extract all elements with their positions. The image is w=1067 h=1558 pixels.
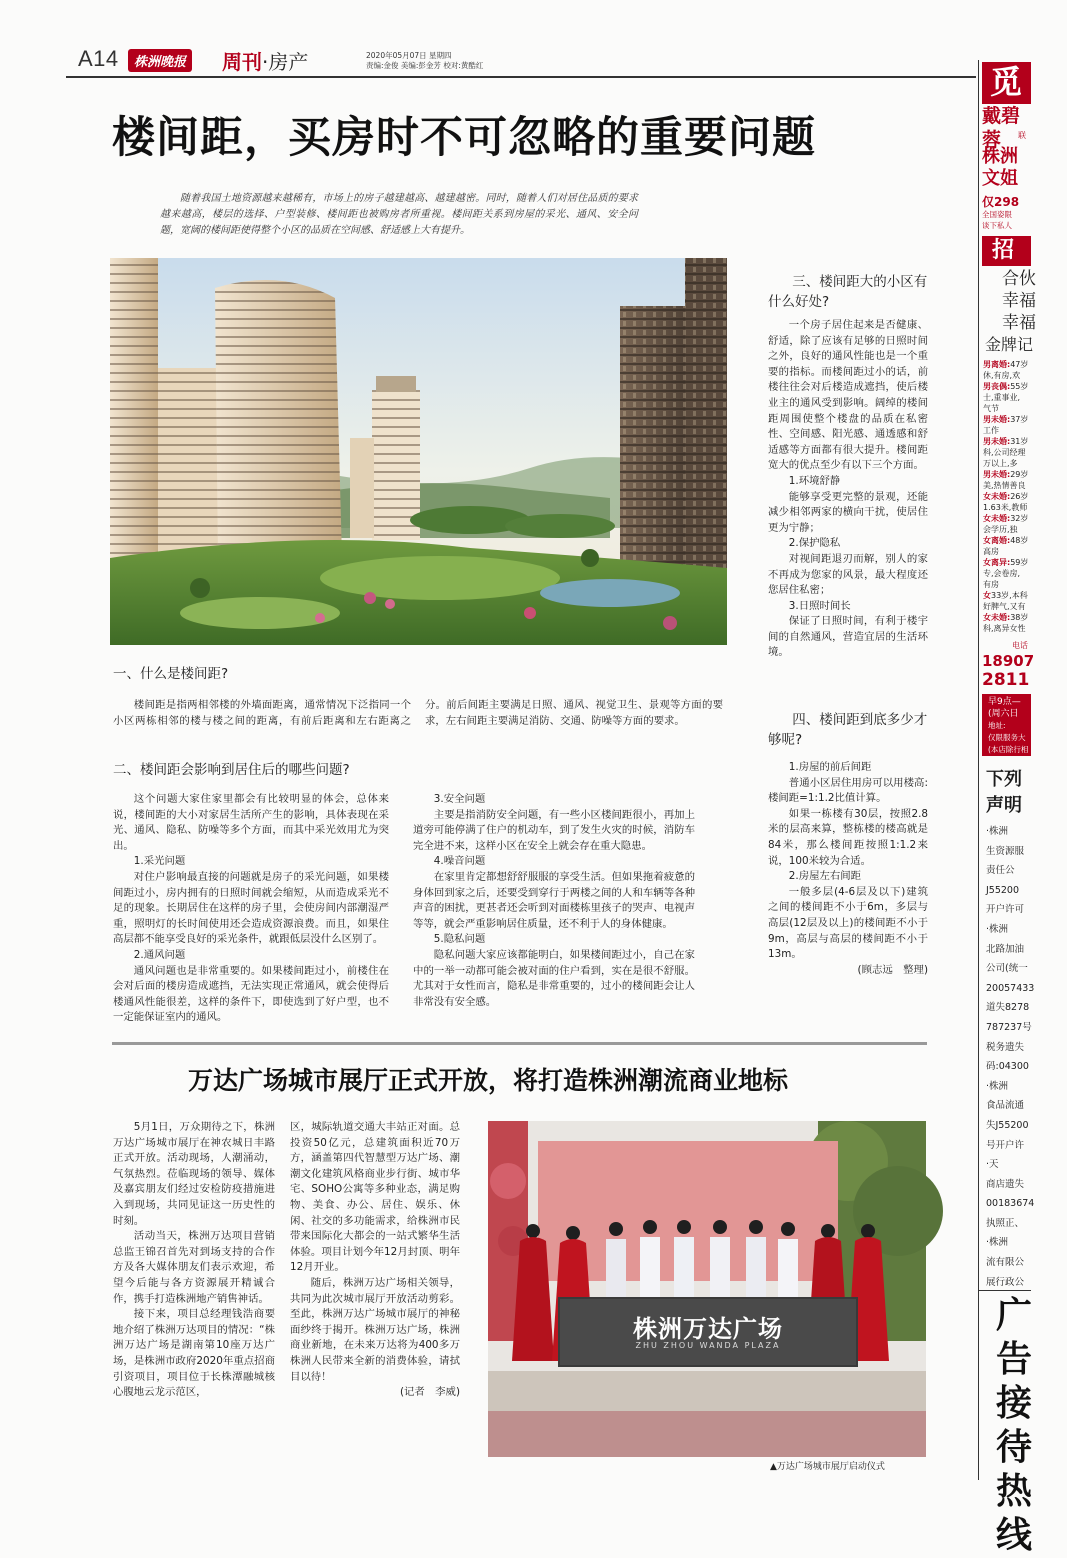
notice-line: J55200 [986, 884, 1020, 896]
article-2-byline: (记者 李威) [399, 1386, 460, 1399]
entry-value: 专,会卷房, [983, 569, 1021, 578]
matchmaking-entry [983, 447, 1032, 458]
matchmaking-entry [983, 612, 1032, 623]
matchmaking-entry [983, 370, 1032, 381]
page-code: A14 [78, 46, 119, 71]
entry-value: 59岁 [1010, 558, 1029, 567]
notice-line: ·株洲 [986, 1237, 1009, 1249]
entry-value: 美,热情善良 [983, 481, 1026, 490]
entry-value: 1.63米,教师 [983, 503, 1028, 512]
benefit-1-text: 能够享受更完整的景观，还能减少相邻两家的横向干扰，使居住更为宁静； [768, 490, 928, 534]
hours-line: (周六日 [988, 709, 1019, 719]
notice-line: 码:04300 [986, 1061, 1029, 1073]
recruit-title: 招 [992, 238, 1015, 263]
notice-title-line: 下列 [986, 769, 1022, 790]
matchmaking-entry [983, 579, 1032, 590]
spacing-1-text: 普通小区居住用房可以用楼高:楼间距=1:1.2比值计算。 [768, 776, 928, 805]
matchmaking-entry [983, 513, 1032, 524]
matchmaking-entry [983, 601, 1032, 612]
section-sub: ·房产 [262, 50, 309, 74]
matchmaking-header [982, 62, 1031, 104]
entry-key: 女未婚: [983, 514, 1011, 523]
notice-list [986, 822, 1035, 1292]
notice-line: ·株洲 [986, 826, 1009, 837]
hours-line: 早9点— [988, 697, 1021, 707]
address-line: (本店除行相 [988, 745, 1029, 754]
entry-value: 33岁,本科 [991, 591, 1028, 600]
entry-value: 37岁 [1010, 415, 1029, 424]
entry-key: 男未婚: [983, 470, 1011, 479]
address-label: 地址: [988, 721, 1006, 730]
editor-credits: 责编:金俊 美编:彭金芳 校对:黄酷红 [366, 61, 484, 70]
notice-line: 食品流通 [986, 1100, 1025, 1112]
article-2-para-1: 5月1日，万众期待之下，株洲万达广场城市展厅在神农城日丰路正式开放。活动现场，人潮涌动，气氛热烈。莅临现场的领导、媒体及嘉宾朋友们经过安检防疫措施进入到现场，共同见证这一历史性的时刻。 [113, 1121, 275, 1227]
entry-value: 38岁 [1010, 613, 1029, 622]
section-3-body [768, 318, 928, 661]
ad-char: 线 [996, 1515, 1033, 1556]
article-lead: 随着我国土地资源越来越稀有，市场上的房子越建越高、越建越密。同时，随着人们对居住品质的要求越来越高，楼层的选择、户型装修、楼间距也被购房者所重视。楼间距关系到房屋的采光、通风、安全问题，宽阔的楼间距使得整个小区的品质在空间感、舒适感上大有提升。 [160, 193, 638, 236]
matchmaking-entry [983, 381, 1032, 392]
section-2-intro: 这个问题大家住家里都会有比较明显的体会，总体来说，楼间距的大小对家居生活所产生的影响，具体表现在采光、通风、隐私、防噪等多个方面，而其中采光效用尤为突出。 [113, 793, 389, 852]
photo-sign-english: ZHU ZHOU WANDA PLAZA [635, 1341, 781, 1350]
section-4-heading: 四、楼间距到底多少才够呢? [768, 712, 928, 748]
article-2-headline: 万达广场城市展厅正式开放，将打造株洲潮流商业地标 [188, 1066, 789, 1095]
entry-key: 女离婚: [983, 536, 1011, 545]
problem-2-heading: 2.通风问题 [133, 948, 186, 961]
matchmaking-entry [983, 436, 1032, 447]
matchmaking-entry [983, 502, 1032, 513]
service-line-1: 株洲 [982, 146, 1018, 167]
matchmaking-entry [983, 590, 1032, 601]
spacing-2-heading: 2.房屋左右间距 [788, 870, 862, 883]
matchmaking-entry [983, 546, 1032, 557]
entry-value: 科,公司经理 [983, 448, 1026, 457]
benefit-3-heading: 3.日照时间长 [788, 599, 851, 612]
entry-value: 31岁 [1010, 437, 1029, 446]
matchmaking-entry [983, 480, 1032, 491]
section-title [222, 46, 308, 75]
section-2-heading: 二、楼间距会影响到居住后的哪些问题? [113, 762, 350, 778]
phone-number-2: 2811 [982, 670, 1030, 690]
service-note-1: 全国姿限 [982, 210, 1012, 219]
entry-key: 女 [983, 591, 991, 600]
matchmaking-entry [983, 359, 1032, 370]
article-2-para-2: 活动当天，株洲万达项目营销总监王锦召首先对到场支持的合作方及各大媒体朋友们表示欢迎，希望今后能与各方资源展开精诚合作，携手打造株洲地产销售神话。 [113, 1230, 275, 1305]
matchmaker-small: 联 [1018, 131, 1026, 140]
entry-value: 万以上,多 [983, 459, 1018, 468]
ad-char: 告 [996, 1339, 1033, 1380]
entry-value: 会学历,独 [983, 525, 1018, 534]
ad-hotline-vertical [996, 1294, 1045, 1558]
entry-key: 男离婚: [983, 360, 1011, 369]
service-line-2: 文姐 [982, 168, 1018, 189]
problem-4-text: 在家里肯定都想舒舒服服的享受生活。但如果拖着疲惫的身体回到家之后，还要受到穿行于两楼之间的人和车辆等各种声音的困扰，更甚者还会听到对面楼栋里孩子的哭声、电视声等等，就会严重影响居住质量，还不利于人的身体健康。 [413, 870, 695, 930]
recruit-line: 合伙 [1002, 269, 1036, 289]
problem-4-heading: 4.噪音问题 [433, 855, 486, 868]
phone-label: 电话 [1012, 641, 1028, 650]
entry-value: 士,重事业, [983, 393, 1021, 402]
issue-meta [366, 51, 483, 71]
matchmaking-entry [983, 414, 1032, 425]
article-2-para-4: 区，城际轨道交通大丰站正对面。总投资50亿元，总建筑面积近70万方，涵盖第四代智慧型万达广场、潮潮文化建筑风格商业步行街、城市华宅、SOHO公寓等多种业态，满足购物、美食、办公、居住、娱乐、休闲、社交的多功能需求，给株洲市民带来国际化大都会的一站式繁华生活体验。项目计划今年12月封顶、明年12月开业。 [290, 1121, 460, 1274]
notice-line: 公司(统一 [986, 963, 1028, 975]
spacing-2-text: 一般多层(4-6层及以下)建筑之间的楼间距不小于6m，多层与高层(12层及以上)的楼间距不小于9m，高层与高层的楼间距不小于13m。 [768, 885, 928, 961]
article-2-para-5: 随后，株洲万达广场相关领导，共同为此次城市展厅开放活动剪彩。至此，株洲万达广场城市展厅的神秘面纱终于揭开。株洲万达广场，株洲商业新地，在未来万达将为400多万株洲人民带来全新的消费体验，请拭目以待！ [290, 1276, 460, 1383]
ad-char: 热 [996, 1471, 1033, 1512]
notice-line: ·株洲 [986, 923, 1009, 935]
notice-line: 失J55200 [986, 1119, 1029, 1131]
spacing-1-example: 如果一栋楼有30层，按照2.8米的层高来算，整栋楼的楼高就是84米，那么楼间距按照1:1.2来说，100米较为合适。 [768, 807, 928, 867]
hours-box [982, 694, 1031, 756]
newspaper-logo: 株洲晚报 [128, 49, 192, 72]
section-1-text: 楼间距是指两相邻楼的外墙面距离，通常情况下泛指同一个小区两栋相邻的楼与楼之间的距离，有前后距离和左右距离之分。前后间距主要满足日照、通风、视觉卫生、景观等方面的要求，左右间距主要满足消防、交通、防噪等方面的要求。 [113, 699, 723, 727]
notice-line: 生资源服 [986, 845, 1025, 857]
spacing-1-heading: 1.房屋的前后间距 [788, 761, 872, 773]
entry-value: 休,有房,欢 [983, 371, 1021, 380]
section-2-col2 [413, 792, 695, 1010]
problem-5-text: 隐私问题大家应该都能明白，如果楼间距过小，自己在家中的一举一动都可能会被对面的住户看到，实在是很不舒服。尤其对于女性而言，隐私是非常重要的，过小的楼间距会让人非常没有安全感。 [413, 948, 695, 1008]
problem-2-text: 通风问题也是非常重要的。如果楼间距过小，前楼住在会对后面的楼房造成遮挡，无法实现正常通风，就会使得后楼通风性能很差，这样的条件下，即使选到了好户型，也不一定能保证室内的通风。 [113, 964, 389, 1024]
notice-line: ·天 [986, 1159, 999, 1171]
benefit-2-text: 对视间距退刃而解，别人的家不再成为您家的风景，最大程度还您居住私密； [768, 552, 928, 597]
matchmaker-name: 戴碧蓉 [982, 105, 1021, 151]
entry-key: 男未婚: [983, 437, 1011, 446]
section-4-body [768, 760, 928, 978]
matchmaking-entry [983, 458, 1032, 469]
notice-line: 流有限公 [986, 1257, 1025, 1269]
entry-value: 55岁 [1010, 382, 1029, 391]
entry-value: 气节 [983, 404, 999, 413]
notice-line: 20057433 [986, 982, 1035, 994]
problem-1-text: 对住户影响最直接的问题就是房子的采光问题，如果楼间距过小，房内拥有的日照时间就会缩短，从而造成采光不足的现象。长期居住在这样的房子里，会使房间内部潮湿严重，照明灯的长时间使用还会造成资源浪费。而且，如果住高层都不能享受良好的采光条件，就跟低层没什么区别了。 [113, 870, 389, 946]
entry-value: 高房 [983, 547, 999, 556]
section-name: 周刊 [222, 50, 262, 74]
article-2-col2 [290, 1120, 460, 1401]
recruit-lines [1002, 268, 1051, 334]
entry-key: 女未婚: [983, 492, 1011, 501]
matchmaking-entry [983, 469, 1032, 480]
matchmaking-entry [983, 491, 1032, 502]
service-note-2: 谈下私人 [982, 221, 1012, 230]
notice-title [986, 767, 1035, 819]
entry-key: 女离异: [983, 558, 1011, 567]
section-2-col1 [113, 792, 389, 1026]
photo-sign-text: 株洲万达广场 [633, 1315, 783, 1343]
recruit-line-4: 金牌记 [985, 335, 1034, 354]
benefit-1-heading: 1.环境舒静 [788, 474, 841, 487]
ad-char: 广 [996, 1295, 1033, 1336]
ad-char: 待 [996, 1427, 1033, 1468]
matchmaking-title: 觅 [990, 63, 1023, 101]
problem-1-heading: 1.采光问题 [133, 855, 186, 868]
notice-line: ·株洲 [986, 1080, 1009, 1092]
matchmaking-entry [983, 568, 1032, 579]
phone-number-1: 18907 [982, 652, 1035, 670]
notice-line: 787237号 [986, 1021, 1032, 1033]
entry-value: 工作 [983, 426, 999, 435]
notice-line: 道失8278 [986, 1002, 1030, 1014]
notice-line: 00183674 [986, 1198, 1035, 1210]
column-separator [978, 60, 979, 1480]
address-line: 仅限服务大 [988, 733, 1026, 742]
recruit-line: 幸福 [1002, 291, 1036, 311]
notice-line: 商店遗失 [986, 1178, 1025, 1190]
section-1-heading: 一、什么是楼间距? [113, 666, 229, 682]
service-price: 仅298 [982, 195, 1020, 209]
header-rule [66, 76, 976, 78]
matchmaking-entry [983, 535, 1032, 546]
entry-key: 男丧偶: [983, 382, 1011, 391]
entry-key: 女未婚: [983, 613, 1011, 622]
article-1-byline: (顾志远 整理) [857, 963, 928, 976]
entry-value: 48岁 [1010, 536, 1029, 545]
notice-line: 号开户许 [986, 1139, 1025, 1151]
problem-5-heading: 5.隐私问题 [433, 933, 486, 946]
entry-value: 26岁 [1010, 492, 1029, 501]
matchmaking-entry [983, 524, 1032, 535]
notice-line: 展行政公 [986, 1276, 1025, 1288]
notice-line: 开户许可 [986, 904, 1025, 916]
issue-date: 2020年05月07日 星期四 [366, 51, 452, 60]
entry-value: 有房 [983, 580, 999, 589]
notice-rule [978, 1290, 1031, 1291]
photo-caption: ▲万达广场城市展厅启动仪式 [770, 1462, 885, 1472]
section-3-intro: 一个房子居住起来是否健康、舒适，除了应该有足够的日照时间之外，良好的通风性能也是一个重要的指标。而楼间距过小的话，前楼往往会对后楼造成遮挡，使后楼业主的通风受到影响。阔绰的楼间距周围使整个楼盘的品质在私密性、空间感、阳光感、通透感和舒适感等方面都有很大提升。楼间距宽大的优点至少有以下三个方面。 [768, 319, 928, 472]
entry-value: 47岁 [1010, 360, 1029, 369]
entry-key: 男未婚: [983, 415, 1011, 424]
matchmaking-entry [983, 403, 1032, 414]
article-divider [112, 1042, 927, 1045]
problem-3-heading: 3.安全问题 [433, 793, 486, 805]
benefit-2-heading: 2.保护隐私 [788, 537, 841, 550]
ad-char: 接 [996, 1383, 1033, 1424]
recruit-line: 幸福 [1002, 313, 1036, 333]
building-rendering-photo [110, 258, 727, 645]
section-3-heading: 三、楼间距大的小区有什么好处? [768, 274, 928, 310]
matchmaking-list [983, 359, 1032, 634]
notice-title-line: 声明 [986, 795, 1022, 816]
notice-line: 北路加油 [986, 943, 1025, 955]
article-headline: 楼间距，买房时不可忽略的重要问题 [112, 113, 816, 163]
benefit-3-text: 保证了日照时间，有利于楼宇间的自然通风，营造宜居的生活环境。 [768, 615, 928, 659]
matchmaking-entry [983, 557, 1032, 568]
notice-line: 责任公 [986, 865, 1015, 877]
notice-line: 执照正、 [986, 1217, 1025, 1229]
notice-line: 税务遗失 [986, 1041, 1025, 1053]
matchmaking-entry [983, 392, 1032, 403]
matchmaking-entry [983, 425, 1032, 436]
entry-value: 科,离异女性 [983, 624, 1026, 633]
entry-value: 32岁 [1010, 514, 1029, 523]
problem-3-text: 主要是指消防安全问题，有一些小区楼间距很小，再加上道旁可能停满了住户的机动车，到了发生火灾的时候，消防车完全进不来，这样小区在安全上就会存在重大隐患。 [413, 808, 695, 852]
event-photo [488, 1121, 926, 1457]
section-1-body [113, 698, 723, 729]
article-2-col1 [113, 1120, 275, 1401]
entry-value: 29岁 [1010, 470, 1029, 479]
matchmaking-entry [983, 623, 1032, 634]
entry-value: 好脾气,又有 [983, 602, 1026, 611]
article-2-para-3: 接下来，项目总经理钱浩商要地介绍了株洲万达项目的情况：“株洲万达广场是湖南第10座万达广场，是株洲市政府2020年重点招商引资项目，项目位于长株潭融城核心腹地云龙示范区， [113, 1308, 275, 1399]
recruit-header [982, 236, 1031, 266]
